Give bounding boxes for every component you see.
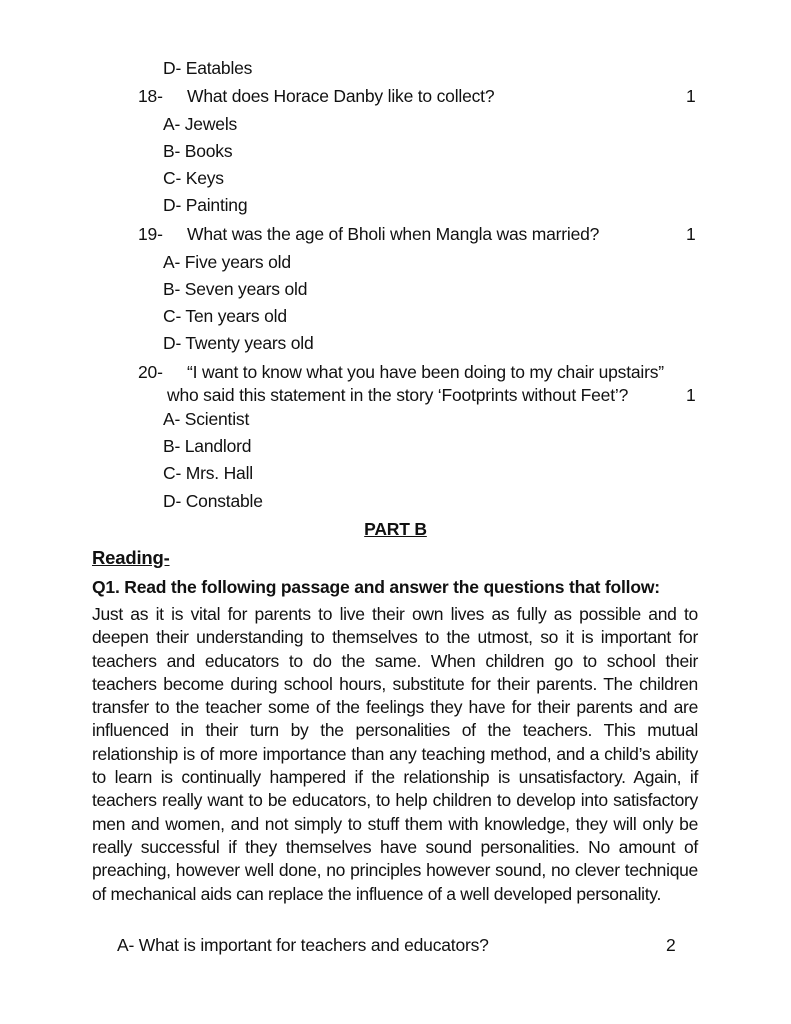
q20-option-a: A- Scientist [163, 409, 250, 429]
part-b-heading: PART B [364, 519, 427, 539]
q19-number: 19- [138, 224, 163, 244]
q18-text: What does Horace Danby like to collect? [187, 86, 495, 106]
q18-option-a: A- Jewels [163, 114, 238, 134]
sub-question-a: A- What is important for teachers and educators? [117, 935, 489, 955]
q19-option-d: D- Twenty years old [163, 333, 314, 353]
q20-text-line2: who said this statement in the story ‘Footprints without Feet’? [167, 385, 629, 405]
reading-section-heading: Reading- [92, 547, 170, 568]
q19-text: What was the age of Bholi when Mangla was married? [187, 224, 600, 244]
sub-question-a-marks: 2 [666, 935, 676, 955]
q19-option-b: B- Seven years old [163, 279, 308, 299]
q18-option-d: D- Painting [163, 195, 248, 215]
q19-option-c: C- Ten years old [163, 306, 287, 326]
q19-marks: 1 [686, 224, 696, 244]
reading-passage: Just as it is vital for parents to live their own lives as fully as possible and to deepen their understanding to themselves to the utmost, so it is important for teachers and educators to do the same. When children go to school their teachers become during school hours, substitute for their parents. The children transfer to the teacher some of the feelings they have for their parents and are influenced in their turn by the personalities of the teachers. This mutual relationship is of more importance than any teaching method, and a child’s ability to learn is continually hampered if the relationship is unsatisfactory. Again, if teachers really want to be educators, to help children to develop into satisfactory men and women, and not simply to stuff them with knowledge, they will only be really successful if they themselves have sound personalities. No amount of preaching, however well done, no principles however sound, no clever technique of mechanical aids can replace the influence of a well developed personality. [92, 604, 698, 904]
q20-option-c: C- Mrs. Hall [163, 463, 253, 483]
q20-text-line1: “I want to know what you have been doing to my chair upstairs” [187, 362, 664, 382]
q18-number: 18- [138, 86, 163, 106]
q18-option-b: B- Books [163, 141, 233, 161]
q18-option-c: C- Keys [163, 168, 224, 188]
q17-option-d: D- Eatables [163, 58, 253, 78]
q20-option-b: B- Landlord [163, 436, 252, 456]
q19-option-a: A- Five years old [163, 252, 291, 272]
q20-option-d: D- Constable [163, 491, 263, 511]
q20-marks: 1 [686, 385, 696, 405]
q1-instruction: Q1. Read the following passage and answer the questions that follow: [92, 577, 660, 597]
q18-marks: 1 [686, 86, 696, 106]
q20-number: 20- [138, 362, 163, 382]
